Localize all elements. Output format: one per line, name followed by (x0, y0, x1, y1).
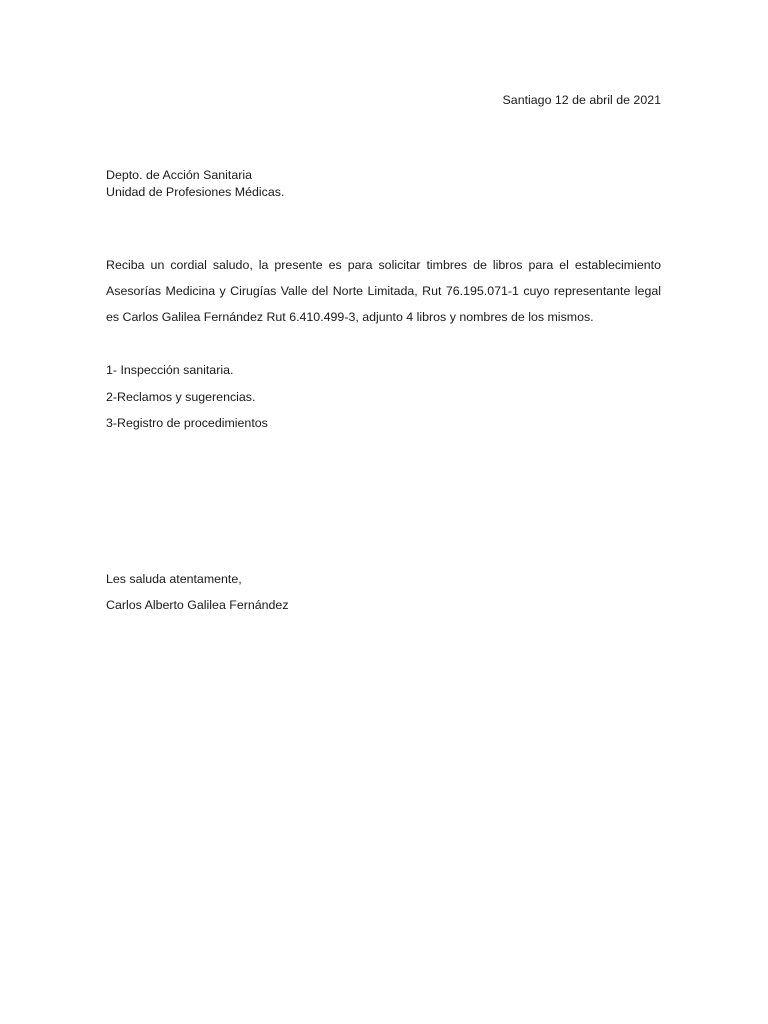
closing-block (106, 566, 289, 618)
closing-salutation: Les saluda atentamente, (106, 572, 242, 586)
letter-date: Santiago 12 de abril de 2021 (502, 93, 661, 107)
signature-name: Carlos Alberto Galilea Fernández (106, 598, 289, 612)
list-item: 3-Registro de procedimientos (106, 416, 268, 430)
list-item: 1- Inspección sanitaria. (106, 363, 234, 377)
letter-body: Reciba un cordial saludo, la presente es para solicitar timbres de libros para el establecimiento Asesorías Medicina y Cirugías Valle del Norte Limitada, Rut 76.195.071-1 cuyo representante legal es Carlos Galilea Fernández Rut 6.410.499-3, adjunto 4 libros y nombres de los mismos. (106, 258, 661, 324)
recipient-unit: Unidad de Profesiones Médicas. (106, 185, 285, 199)
list-item: 2-Reclamos y sugerencias. (106, 389, 256, 404)
recipient-department: Depto. de Acción Sanitaria (106, 168, 253, 182)
book-list (106, 357, 268, 437)
recipient-block (106, 167, 284, 201)
